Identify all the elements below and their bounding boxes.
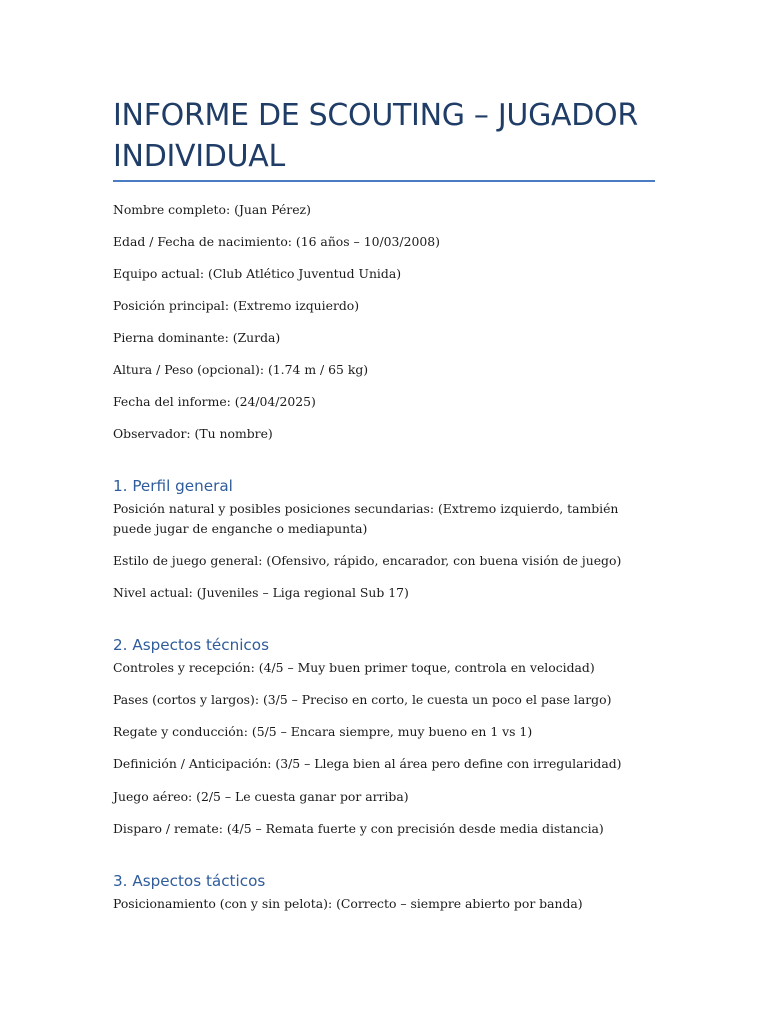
field-edad: Edad / Fecha de nacimiento: (16 años – 10/03/2008) [113, 234, 440, 249]
field-nombre: Nombre completo: (Juan Pérez) [113, 202, 311, 217]
tecnicos-disparo: Disparo / remate: (4/5 – Remata fuerte y con precisión desde media distancia) [113, 821, 604, 836]
field-equipo: Equipo actual: (Club Atlético Juventud Unida) [113, 266, 402, 281]
page-title: INFORME DE SCOUTING – JUGADOR INDIVIDUAL [113, 98, 638, 174]
tecnicos-aereo: Juego aéreo: (2/5 – Le cuesta ganar por arriba) [113, 789, 409, 804]
section-heading-tecnicos: 2. Aspectos técnicos [113, 636, 269, 654]
tecnicos-pases: Pases (cortos y largos): (3/5 – Preciso en corto, le cuesta un poco el pase largo) [113, 692, 612, 707]
field-pierna: Pierna dominante: (Zurda) [113, 330, 281, 345]
perfil-nivel: Nivel actual: (Juveniles – Liga regional Sub 17) [113, 585, 409, 600]
tacticos-posicionamiento: Posicionamiento (con y sin pelota): (Correcto – siempre abierto por banda) [113, 896, 583, 911]
tecnicos-regate: Regate y conducción: (5/5 – Encara siempre, muy bueno en 1 vs 1) [113, 724, 533, 739]
tecnicos-definicion: Definición / Anticipación: (3/5 – Llega bien al área pero define con irregularidad) [113, 756, 622, 771]
field-observador: Observador: (Tu nombre) [113, 426, 273, 441]
section-heading-tacticos: 3. Aspectos tácticos [113, 872, 266, 890]
tecnicos-controles: Controles y recepción: (4/5 – Muy buen primer toque, controla en velocidad) [113, 660, 595, 675]
title-divider [113, 180, 655, 182]
perfil-estilo: Estilo de juego general: (Ofensivo, rápido, encarador, con buena visión de juego) [113, 553, 622, 568]
field-altura: Altura / Peso (opcional): (1.74 m / 65 kg) [113, 362, 369, 377]
section-heading-perfil: 1. Perfil general [113, 477, 233, 495]
field-fecha: Fecha del informe: (24/04/2025) [113, 394, 316, 409]
perfil-posiciones: Posición natural y posibles posiciones secundarias: (Extremo izquierdo, también puede jugar de enganche o mediapunta) [113, 501, 619, 536]
field-posicion: Posición principal: (Extremo izquierdo) [113, 298, 360, 313]
